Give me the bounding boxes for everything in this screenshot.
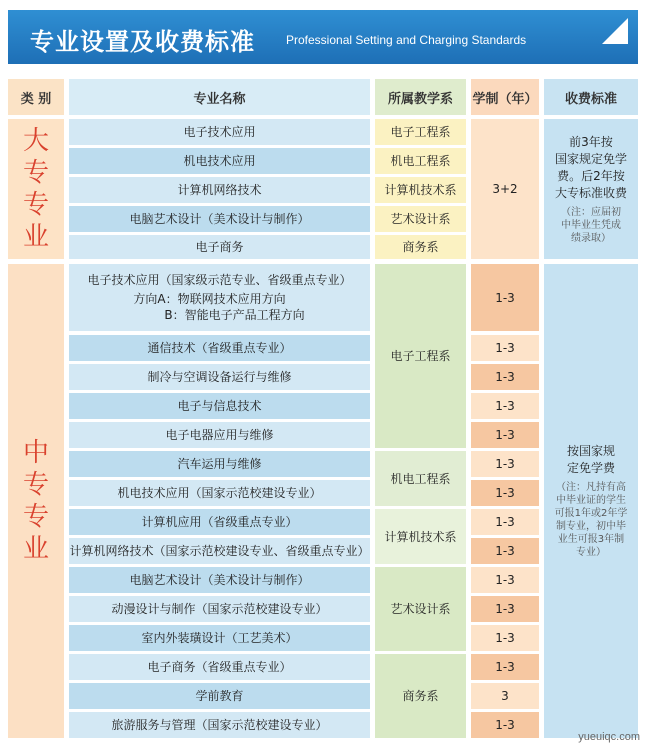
major-row: 通信技术（省级重点专业） [69,335,370,361]
department-cell: 机电工程系 [375,451,466,506]
category-char: 专 [22,158,49,188]
fee-line: 费。后2年按 [557,168,625,183]
fee-line: 按国家规 [566,444,615,458]
major-row: 电子与信息技术 [69,393,370,419]
major-row: 学前教育 [69,683,370,709]
category-char: 专 [22,190,49,220]
department-cell: 电子工程系 [375,264,466,448]
fee-note-line: 专业） [575,547,606,558]
department-cell: 商务系 [375,654,466,738]
corner-fold [602,18,628,44]
fee-note-line: 业生可报3年制 [557,534,625,545]
years-cell: 1-3 [471,364,539,390]
major-row: 电脑艺术设计（美术设计与制作） [69,206,370,232]
major-row-multiline [69,264,370,331]
years-cell: 3 [471,683,539,709]
years-cell: 3+2 [471,119,539,259]
department-cell: 电子工程系 [375,119,466,145]
category-dazhuan [8,119,64,259]
header-years: 学制（年） [471,79,539,115]
fee-dazhuan [544,119,638,259]
fee-note-line: 中毕业证的学生 [555,495,626,506]
fee-line: 大专标准收费 [554,185,627,200]
major-row: 电子商务（省级重点专业） [69,654,370,680]
department-cell: 艺术设计系 [375,206,466,232]
header-major: 专业名称 [69,79,370,115]
years-cell: 1-3 [471,538,539,564]
category-char: 业 [22,534,49,564]
department-cell: 艺术设计系 [375,567,466,651]
years-cell: 1-3 [471,480,539,506]
banner [8,10,638,64]
years-cell: 1-3 [471,654,539,680]
fee-note [561,206,621,245]
years-cell: 1-3 [471,625,539,651]
fee-note-line: 可报1年或2年学 [554,508,628,519]
major-row: 汽车运用与维修 [69,451,370,477]
category-char: 专 [22,470,49,500]
page-subtitle: Professional Setting and Charging Standards [286,33,527,47]
major-line: 方向A：物联网技术应用方向 [133,292,286,306]
fee-note-line: 制专业，初中毕 [555,521,626,532]
years-cell: 1-3 [471,393,539,419]
category-char: 中 [22,438,49,468]
major-row: 制冷与空调设备运行与维修 [69,364,370,390]
category-char: 大 [22,126,49,156]
header-department: 所属教学系 [375,79,466,115]
major-row: 旅游服务与管理（国家示范校建设专业） [69,712,370,738]
category-char: 业 [22,222,49,252]
years-cell: 1-3 [471,335,539,361]
major-row: 电子技术应用 [69,119,370,145]
fee-note-line: 中毕业生凭成 [561,219,621,231]
page-title: 专业设置及收费标准 [30,28,255,56]
major-row: 机电技术应用 [69,148,370,174]
category-char: 专 [22,502,49,532]
major-row: 电脑艺术设计（美术设计与制作） [69,567,370,593]
major-row: 电子电器应用与维修 [69,422,370,448]
header-category: 类 别 [8,79,64,115]
years-cell: 1-3 [471,422,539,448]
department-cell: 计算机技术系 [375,509,466,564]
department-cell: 计算机技术系 [375,177,466,203]
years-cell: 1-3 [471,567,539,593]
fee-note-line: 绩录取） [571,232,611,244]
fee-note [555,481,628,559]
department-cell: 机电工程系 [375,148,466,174]
major-row: 动漫设计与制作（国家示范校建设专业） [69,596,370,622]
fee-line: 定免学费 [566,461,615,475]
years-cell: 1-3 [471,264,539,331]
header-fee: 收费标准 [544,79,638,115]
years-cell: 1-3 [471,509,539,535]
major-row: 电子商务 [69,235,370,259]
major-row: 计算机网络技术（国家示范校建设专业、省级重点专业） [69,538,370,564]
fee-zhongzhuan [544,264,638,738]
major-line: B：智能电子产品工程方向 [164,308,305,322]
department-cell: 商务系 [375,235,466,259]
years-cell: 1-3 [471,596,539,622]
category-zhongzhuan [8,264,64,738]
fee-note-line: （注：应届初 [561,206,621,218]
watermark: yueuiqc.com [578,731,640,743]
fee-note-line: （注：凡持有高 [555,482,626,493]
fee-line: 国家规定免学 [554,151,627,166]
major-row: 机电技术应用（国家示范校建设专业） [69,480,370,506]
years-cell: 1-3 [471,712,539,738]
years-cell: 1-3 [471,451,539,477]
major-row: 计算机网络技术 [69,177,370,203]
major-row: 计算机应用（省级重点专业） [69,509,370,535]
major-line: 电子技术应用（国家级示范专业、省级重点专业） [87,273,352,287]
fee-line: 前3年按 [569,134,613,149]
major-row: 室内外装璜设计（工艺美术） [69,625,370,651]
